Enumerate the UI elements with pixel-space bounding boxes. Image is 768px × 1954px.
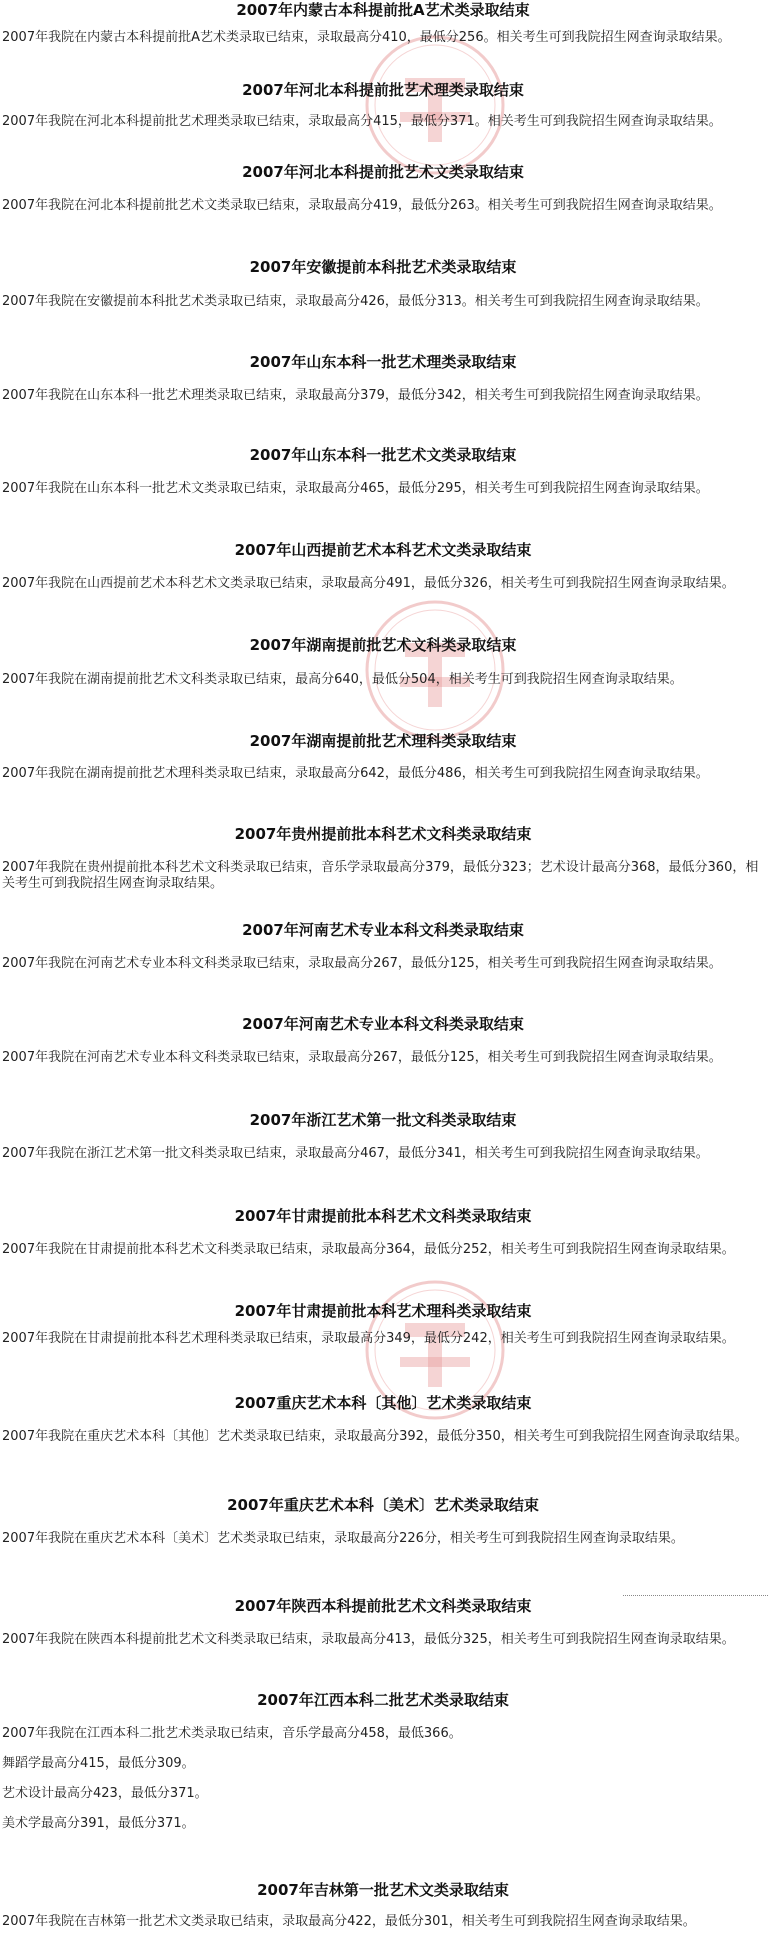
notice-item bbox=[2, 1301, 764, 1347]
notice-title: 2007重庆艺术本科〔其他〕艺术类录取结束 bbox=[234, 1394, 532, 1412]
notice-item bbox=[2, 540, 764, 592]
notice-body bbox=[2, 114, 764, 130]
notice-paragraph: 2007年我院在安徽提前本科批艺术类录取已结束，录取最高分426，最低分313。相关考生可到我院招生网查询录取结果。 bbox=[2, 294, 709, 309]
notice-title: 2007年贵州提前批本科艺术文科类录取结束 bbox=[234, 825, 532, 843]
notice-paragraph: 舞蹈学最高分415，最低分309。 bbox=[2, 1756, 195, 1771]
notice-item bbox=[2, 1014, 764, 1066]
notice-item bbox=[2, 635, 764, 688]
notice-paragraph: 2007年我院在江西本科二批艺术类录取已结束，音乐学最高分458，最低366。 bbox=[2, 1726, 462, 1741]
notice-body bbox=[2, 1242, 764, 1258]
notice-title: 2007年湖南提前批艺术理科类录取结束 bbox=[249, 732, 517, 750]
notice-title: 2007年内蒙古本科提前批A艺术类录取结束 bbox=[236, 1, 530, 19]
notice-item bbox=[2, 1495, 764, 1547]
notice-body bbox=[2, 1632, 764, 1648]
notice-body bbox=[2, 1331, 764, 1347]
notice-paragraph: 2007年我院在山东本科一批艺术文类录取已结束，录取最高分465，最低分295，相关考生可到我院招生网查询录取结果。 bbox=[2, 481, 709, 496]
notice-item bbox=[2, 824, 764, 892]
notice-body bbox=[2, 1050, 764, 1066]
notice-item bbox=[2, 1206, 764, 1258]
notice-body bbox=[2, 481, 764, 497]
notice-item bbox=[2, 920, 764, 972]
notice-title: 2007年山东本科一批艺术文类录取结束 bbox=[249, 446, 517, 464]
notice-item bbox=[2, 445, 764, 497]
notice-item bbox=[2, 731, 764, 782]
notice-paragraph: 2007年我院在山东本科一批艺术理类录取已结束，录取最高分379，最低分342，相关考生可到我院招生网查询录取结果。 bbox=[2, 388, 709, 403]
notice-title: 2007年浙江艺术第一批文科类录取结束 bbox=[249, 1111, 517, 1129]
notice-paragraph: 2007年我院在贵州提前批本科艺术文科类录取已结束，音乐学录取最高分379，最低分323；艺术设计最高分368，最低分360，相关考生可到我院招生网查询录取结果。 bbox=[2, 860, 759, 891]
notice-paragraph: 2007年我院在吉林第一批艺术文类录取已结束，录取最高分422，最低分301，相关考生可到我院招生网查询录取结果。 bbox=[2, 1914, 696, 1929]
notice-title: 2007年吉林第一批艺术文类录取结束 bbox=[257, 1881, 509, 1899]
notice-body bbox=[2, 576, 764, 592]
notice-title: 2007年安徽提前本科批艺术类录取结束 bbox=[249, 258, 517, 276]
notice-title: 2007年重庆艺术本科〔美术〕艺术类录取结束 bbox=[227, 1496, 539, 1514]
notice-paragraph: 2007年我院在内蒙古本科提前批A艺术类录取已结束，录取最高分410，最低分256。相关考生可到我院招生网查询录取结果。 bbox=[2, 30, 731, 45]
notice-paragraph: 2007年我院在甘肃提前批本科艺术文科类录取已结束，录取最高分364，最低分252，相关考生可到我院招生网查询录取结果。 bbox=[2, 1242, 735, 1257]
notice-item bbox=[2, 162, 764, 214]
notice-item bbox=[2, 1110, 764, 1162]
notice-body bbox=[2, 1429, 764, 1445]
notice-paragraph: 2007年我院在甘肃提前批本科艺术理科类录取已结束，录取最高分349，最低分242，相关考生可到我院招生网查询录取结果。 bbox=[2, 1331, 735, 1346]
notice-title: 2007年陕西本科提前批艺术文科类录取结束 bbox=[234, 1597, 532, 1615]
notice-paragraph: 2007年我院在河南艺术专业本科文科类录取已结束，录取最高分267，最低分125，相关考生可到我院招生网查询录取结果。 bbox=[2, 1050, 722, 1065]
notice-title: 2007年河南艺术专业本科文科类录取结束 bbox=[242, 921, 524, 939]
notice-body bbox=[2, 30, 764, 46]
notice-body bbox=[2, 1531, 764, 1547]
notice-body bbox=[2, 860, 764, 892]
notice-item bbox=[2, 0, 764, 46]
notice-paragraph: 2007年我院在河北本科提前批艺术文类录取已结束，录取最高分419，最低分263。相关考生可到我院招生网查询录取结果。 bbox=[2, 198, 722, 213]
notice-body bbox=[2, 1726, 764, 1832]
notice-title: 2007年河北本科提前批艺术文类录取结束 bbox=[242, 163, 524, 181]
notice-body bbox=[2, 198, 764, 214]
notice-body bbox=[2, 956, 764, 972]
notice-title: 2007年甘肃提前批本科艺术理科类录取结束 bbox=[234, 1302, 532, 1320]
notice-paragraph: 2007年我院在河南艺术专业本科文科类录取已结束，录取最高分267，最低分125，相关考生可到我院招生网查询录取结果。 bbox=[2, 956, 722, 971]
notice-paragraph: 2007年我院在重庆艺术本科〔其他〕艺术类录取已结束，录取最高分392，最低分350，相关考生可到我院招生网查询录取结果。 bbox=[2, 1429, 748, 1444]
notice-body bbox=[2, 1914, 764, 1930]
notice-paragraph: 艺术设计最高分423，最低分371。 bbox=[2, 1786, 208, 1801]
notice-body bbox=[2, 766, 764, 782]
notice-title: 2007年山西提前艺术本科艺术文类录取结束 bbox=[234, 541, 532, 559]
notice-body bbox=[2, 388, 764, 404]
notice-item bbox=[2, 1690, 764, 1832]
notice-item bbox=[2, 1880, 764, 1930]
notice-item bbox=[2, 1596, 764, 1648]
notice-paragraph: 2007年我院在湖南提前批艺术文科类录取已结束，最高分640，最低分504，相关考生可到我院招生网查询录取结果。 bbox=[2, 672, 683, 687]
notice-title: 2007年江西本科二批艺术类录取结束 bbox=[257, 1691, 509, 1709]
notice-paragraph: 2007年我院在山西提前艺术本科艺术文类录取已结束，录取最高分491，最低分326，相关考生可到我院招生网查询录取结果。 bbox=[2, 576, 735, 591]
notice-item bbox=[2, 80, 764, 130]
notice-title: 2007年山东本科一批艺术理类录取结束 bbox=[249, 353, 517, 371]
notice-paragraph: 2007年我院在河北本科提前批艺术理类录取已结束，录取最高分415，最低分371。相关考生可到我院招生网查询录取结果。 bbox=[2, 114, 722, 129]
notice-paragraph: 2007年我院在浙江艺术第一批文科类录取已结束，录取最高分467，最低分341，相关考生可到我院招生网查询录取结果。 bbox=[2, 1146, 709, 1161]
notice-body bbox=[2, 294, 764, 310]
notice-title: 2007年湖南提前批艺术文科类录取结束 bbox=[249, 636, 517, 654]
notice-body bbox=[2, 1146, 764, 1162]
notice-title: 2007年河北本科提前批艺术理类录取结束 bbox=[242, 81, 524, 99]
notice-item bbox=[2, 257, 764, 310]
notice-item bbox=[2, 1393, 764, 1445]
notice-item bbox=[2, 352, 764, 404]
notice-body bbox=[2, 672, 764, 688]
notice-title: 2007年甘肃提前批本科艺术文科类录取结束 bbox=[234, 1207, 532, 1225]
notice-paragraph: 2007年我院在陕西本科提前批艺术文科类录取已结束，录取最高分413，最低分325，相关考生可到我院招生网查询录取结果。 bbox=[2, 1632, 735, 1647]
notice-paragraph: 美术学最高分391，最低分371。 bbox=[2, 1816, 195, 1831]
notice-paragraph: 2007年我院在重庆艺术本科〔美术〕艺术类录取已结束，录取最高分226分，相关考生可到我院招生网查询录取结果。 bbox=[2, 1531, 684, 1546]
notice-title: 2007年河南艺术专业本科文科类录取结束 bbox=[242, 1015, 524, 1033]
notice-paragraph: 2007年我院在湖南提前批艺术理科类录取已结束，录取最高分642，最低分486，相关考生可到我院招生网查询录取结果。 bbox=[2, 766, 709, 781]
